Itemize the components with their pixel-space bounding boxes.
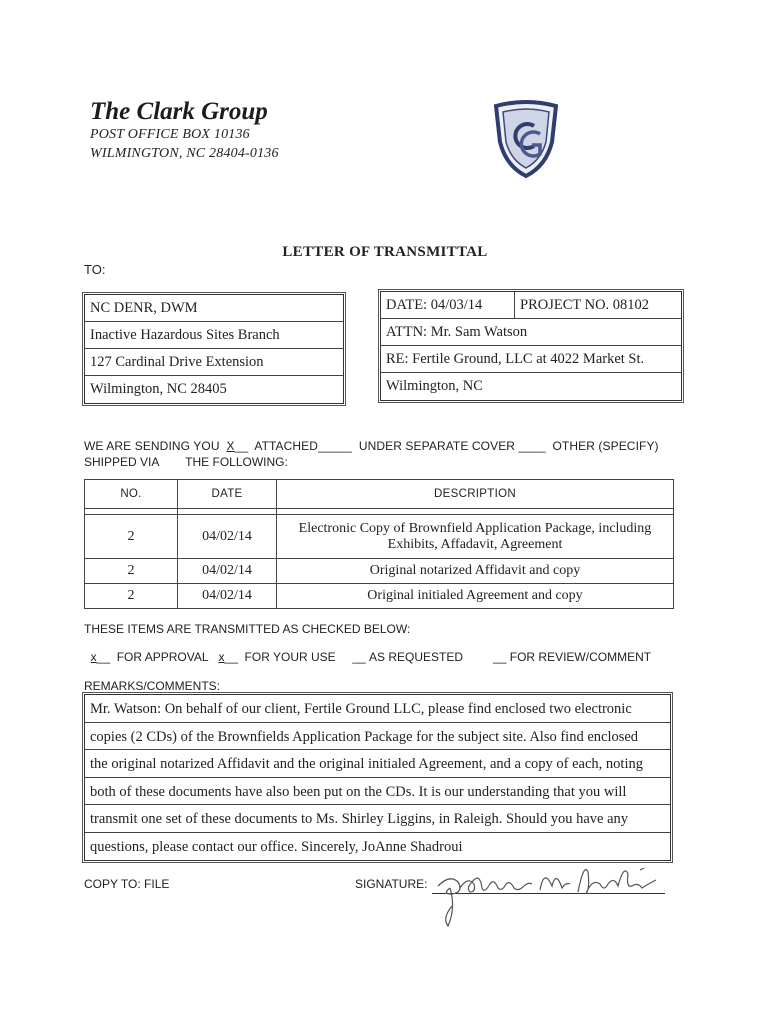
following-label: THE FOLLOWING:: [185, 455, 288, 469]
description-line: Exhibits, Affadavit, Agreement: [387, 536, 563, 552]
recipient-box: [84, 294, 344, 404]
document-title: LETTER OF TRANSMITTAL: [282, 244, 488, 260]
company-address-line2: WILMINGTON, NC 28404-0136: [90, 146, 279, 161]
recipient-line: NC DENR, DWM: [85, 295, 343, 322]
remarks-line: both of these documents have also been put on the CDs. It is our understanding that you will: [85, 778, 670, 806]
approval-label: FOR APPROVAL: [116, 650, 209, 664]
table-row: [85, 584, 674, 609]
handwritten-signature-icon: [428, 848, 668, 928]
transmitted-label: THESE ITEMS ARE TRANSMITTED AS CHECKED BELOW:: [84, 622, 411, 636]
your-use-check: x: [218, 650, 225, 664]
remarks-line: copies (2 CDs) of the Brownfields Application Package for the subject site. Also find enclosed: [85, 723, 670, 751]
recipient-line: Wilmington, NC 28405: [90, 381, 227, 397]
copy-to: COPY TO: FILE: [84, 877, 170, 891]
shipped-line: [84, 455, 288, 469]
col-header-description: DESCRIPTION: [277, 480, 674, 509]
other-label: OTHER (SPECIFY): [552, 439, 659, 453]
remarks-line: transmit one set of these documents to Ms. Shirley Liggins, in Raleigh. Should you have any: [85, 805, 670, 833]
as-requested-label: AS REQUESTED: [369, 650, 464, 664]
col-header-no: NO.: [85, 480, 178, 509]
transmittal-checks: x __ FOR APPROVAL x __ FOR YOUR USE __ AS REQUESTED __ FOR REVIEW/COMMENT: [90, 650, 652, 664]
location-field: Wilmington, NC: [386, 378, 483, 394]
row-no: 2: [85, 584, 178, 609]
row-date: 04/02/14: [178, 584, 277, 609]
project-number: PROJECT NO. 08102: [520, 297, 650, 313]
date-project-row: [381, 292, 681, 319]
row-description: Original initialed Agreement and copy: [277, 584, 674, 609]
separate-cover-label: UNDER SEPARATE COVER: [358, 439, 516, 453]
row-date: 04/02/14: [178, 515, 277, 559]
sending-label: WE ARE SENDING YOU: [84, 439, 220, 453]
remarks-label: REMARKS/COMMENTS:: [84, 679, 221, 693]
attn-field: ATTN: Mr. Sam Watson: [381, 319, 681, 346]
review-label: FOR REVIEW/COMMENT: [509, 650, 652, 664]
row-description: [277, 515, 674, 559]
attached-label: ATTACHED: [254, 439, 319, 453]
remarks-line: questions, please contact our office. Sincerely, JoAnne Shadroui: [90, 838, 463, 855]
remarks-line: Mr. Watson: On behalf of our client, Fertile Ground LLC, please find enclosed two electronic: [85, 695, 670, 723]
remarks-line: the original notarized Affidavit and the original initialed Agreement, and a copy of each, noting: [85, 750, 670, 778]
recipient-line: Inactive Hazardous Sites Branch: [85, 322, 343, 349]
recipient-line: 127 Cardinal Drive Extension: [85, 349, 343, 376]
company-name: The Clark Group: [90, 98, 268, 125]
remarks-box: [84, 694, 671, 861]
approval-check: x: [90, 650, 97, 664]
row-no: 2: [85, 515, 178, 559]
row-no: 2: [85, 559, 178, 584]
cg-shield-logo-icon: [490, 100, 562, 180]
row-date: 04/02/14: [178, 559, 277, 584]
re-field: RE: Fertile Ground, LLC at 4022 Market St.: [381, 346, 681, 373]
project-box: [380, 291, 682, 401]
col-header-date: DATE: [178, 480, 277, 509]
table-row: [85, 515, 674, 559]
your-use-label: FOR YOUR USE: [244, 650, 336, 664]
attached-check: X: [226, 439, 235, 453]
description-line: Electronic Copy of Brownfield Application Package, including: [298, 520, 652, 536]
items-table: [84, 479, 674, 609]
row-description: Original notarized Affidavit and copy: [277, 559, 674, 584]
signature-label: SIGNATURE:: [355, 877, 428, 891]
to-label: TO:: [84, 262, 106, 277]
shipped-via-label: SHIPPED VIA: [84, 455, 159, 469]
company-address-line1: POST OFFICE BOX 10136: [90, 127, 250, 142]
date-field: DATE: 04/03/14: [381, 292, 515, 318]
table-row: [85, 559, 674, 584]
sending-line: WE ARE SENDING YOU X__ ATTACHED_____ UNDER SEPARATE COVER ____ OTHER (SPECIFY): [84, 439, 659, 453]
